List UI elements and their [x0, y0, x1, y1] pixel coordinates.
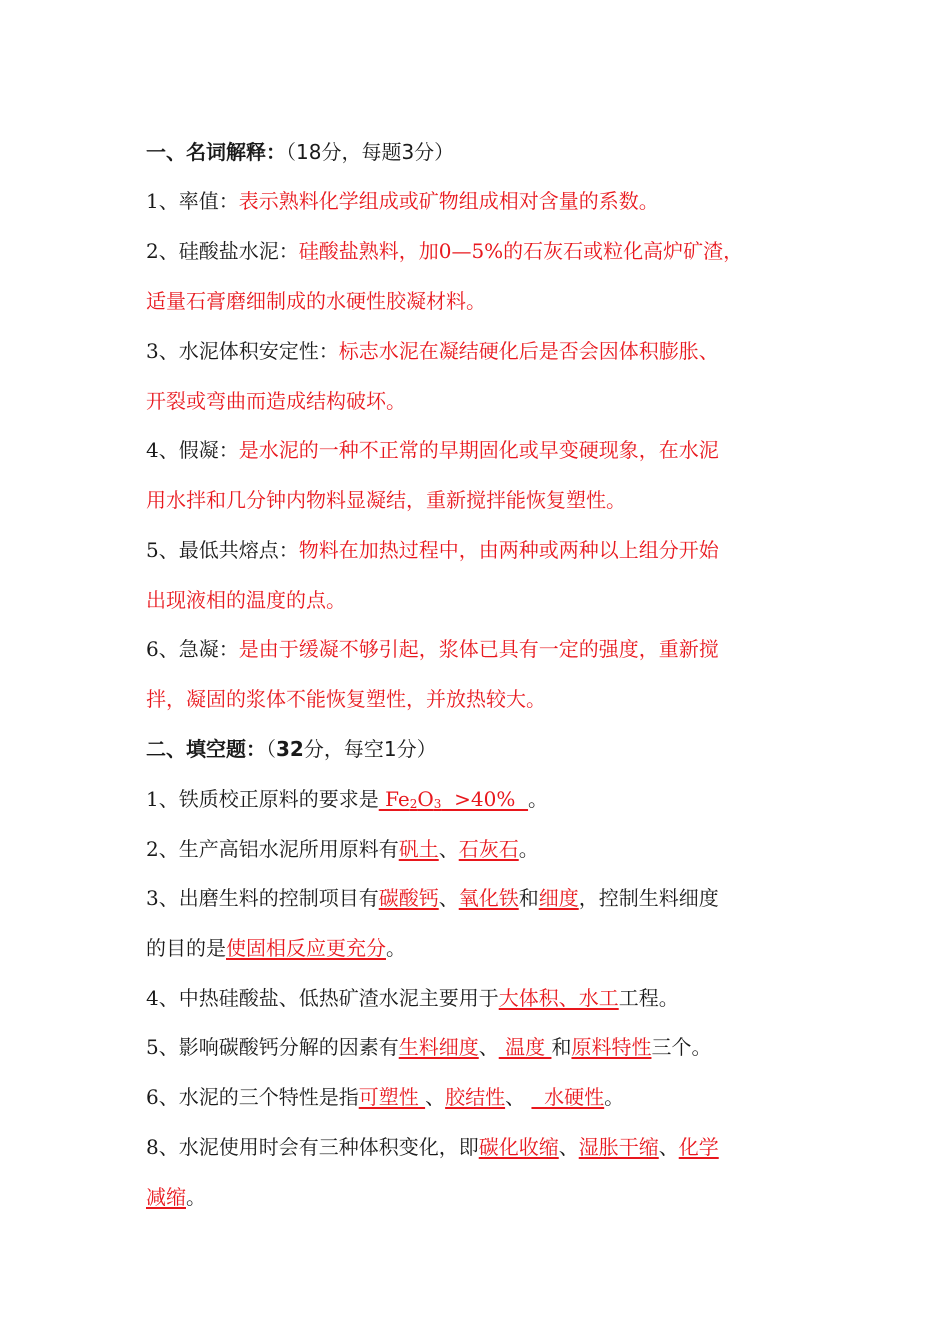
answer-fe: Fe [378, 787, 410, 811]
term-label: 4、假凝： [146, 438, 239, 462]
definition-text: 是由于缓凝不够引起，浆体已具有一定的强度，重新搅 [238, 637, 719, 661]
fill-question-8 [146, 1133, 816, 1161]
question-end: 。 [518, 837, 539, 861]
section1-heading [146, 138, 816, 166]
answer-blank: 胶结性 [445, 1085, 506, 1109]
definition-item-2 [146, 237, 816, 265]
subscript-3: 3 [433, 797, 442, 811]
section2-score: 32 [276, 737, 304, 761]
term-label: 6、急凝： [146, 637, 239, 661]
definition-item-2-cont: 适量石膏磨细制成的水硬性胶凝材料。 [146, 289, 486, 313]
answer-blank: 生料细度 [398, 1035, 479, 1059]
fill-question-1 [146, 785, 816, 818]
answer-blank: 使固相反应更充分 [226, 936, 386, 960]
answer-blank: 大体积、水工 [498, 986, 619, 1010]
question-text: 3、出磨生料的控制项目有 [146, 886, 379, 910]
section2-heading [146, 735, 816, 763]
question-text: 8、水泥使用时会有三种体积变化，即 [146, 1135, 479, 1159]
answer-blank [379, 787, 528, 811]
term-label: 2、硅酸盐水泥： [146, 239, 299, 263]
definition-text: 标志水泥在凝结硬化后是否会因体积膨胀、 [338, 339, 719, 363]
question-end: 。 [528, 787, 549, 811]
answer-blank: 矾土 [398, 837, 439, 861]
answer-blank: 湿胀干缩 [578, 1135, 659, 1159]
section2-score-note [266, 737, 437, 761]
separator: 、 [558, 1135, 579, 1159]
question-text: 2、生产高铝水泥所用原料有 [146, 837, 399, 861]
question-end: 三个。 [651, 1035, 712, 1059]
question-text: 的目的是 [146, 936, 226, 960]
fill-question-5 [146, 1033, 816, 1061]
separator: 、 [438, 837, 459, 861]
question-end: 。 [386, 936, 406, 960]
definition-text: 是水泥的一种不正常的早期固化或早变硬现象，在水泥 [238, 438, 719, 462]
answer-o: O [417, 787, 434, 811]
answer-blank: 原料特性 [571, 1035, 652, 1059]
paren-rest: 分，每空1分） [303, 737, 437, 761]
paren-open: （ [266, 737, 276, 761]
answer-blank: 石灰石 [458, 837, 519, 861]
conjunction: 和 [551, 1035, 572, 1059]
fill-question-6 [146, 1083, 816, 1111]
question-end: 。 [604, 1085, 625, 1109]
fill-question-3-cont [146, 934, 816, 962]
separator: 、 [425, 1085, 446, 1109]
definition-item-4-cont: 用水拌和几分钟内物料显凝结，重新搅拌能恢复塑性。 [146, 488, 626, 512]
answer-blank: 碳化收缩 [478, 1135, 559, 1159]
term-label: 3、水泥体积安定性： [146, 339, 339, 363]
definition-text: 表示熟料化学组成或矿物组成相对含量的系数。 [238, 189, 659, 213]
definition-item-5-cont: 出现液相的温度的点。 [146, 588, 346, 612]
question-text: 6、水泥的三个特性是指 [146, 1085, 359, 1109]
answer-blank: 碳酸钙 [378, 886, 439, 910]
subscript-2: 2 [409, 797, 418, 811]
fill-question-3 [146, 884, 816, 912]
section1-score-note: （18分，每题3分） [286, 140, 455, 164]
term-label: 5、最低共熔点： [146, 538, 299, 562]
definition-text: 物料在加热过程中，由两种或两种以上组分开始 [298, 538, 719, 562]
answer-blank: 可塑性 [358, 1085, 426, 1109]
question-text: 1、铁质校正原料的要求是 [146, 787, 379, 811]
answer-blank: 温度 [498, 1035, 552, 1059]
definition-item-5 [146, 536, 816, 564]
definition-item-6-cont: 拌，凝固的浆体不能恢复塑性，并放热较大。 [146, 687, 546, 711]
separator: 、 [438, 886, 459, 910]
question-end: 。 [186, 1185, 206, 1209]
answer-blank: 化学 [678, 1135, 719, 1159]
definition-item-6 [146, 635, 816, 663]
answer-blank: 细度 [538, 886, 579, 910]
answer-blank: 减缩 [146, 1185, 186, 1209]
section1-title: 一、名词解释： [146, 140, 286, 164]
definition-item-4 [146, 436, 816, 464]
question-text: 5、影响碳酸钙分解的因素有 [146, 1035, 399, 1059]
definition-text: 硅酸盐熟料，加0—5%的石灰石或粒化高炉矿渣， [298, 239, 744, 263]
definition-item-3 [146, 337, 816, 365]
conjunction: 和 [518, 886, 539, 910]
definition-item-3-cont: 开裂或弯曲而造成结构破坏。 [146, 389, 406, 413]
question-text: 4、中热硅酸盐、低热矿渣水泥主要用于 [146, 986, 499, 1010]
answer-percent: >40% [441, 787, 529, 811]
definition-item-1 [146, 187, 816, 215]
fill-question-4 [146, 984, 816, 1012]
separator: 、 [478, 1035, 499, 1059]
question-end: 工程。 [618, 986, 679, 1010]
separator: 、 [505, 1085, 532, 1109]
term-label: 1、率值： [146, 189, 239, 213]
answer-blank: 氧化铁 [458, 886, 519, 910]
answer-blank: 水硬性 [531, 1085, 605, 1109]
question-text-rest: ，控制生料细度 [578, 886, 719, 910]
fill-question-2 [146, 835, 816, 863]
fill-question-8-cont [146, 1183, 816, 1211]
section2-title: 二、填空题： [146, 737, 266, 761]
separator: 、 [658, 1135, 679, 1159]
